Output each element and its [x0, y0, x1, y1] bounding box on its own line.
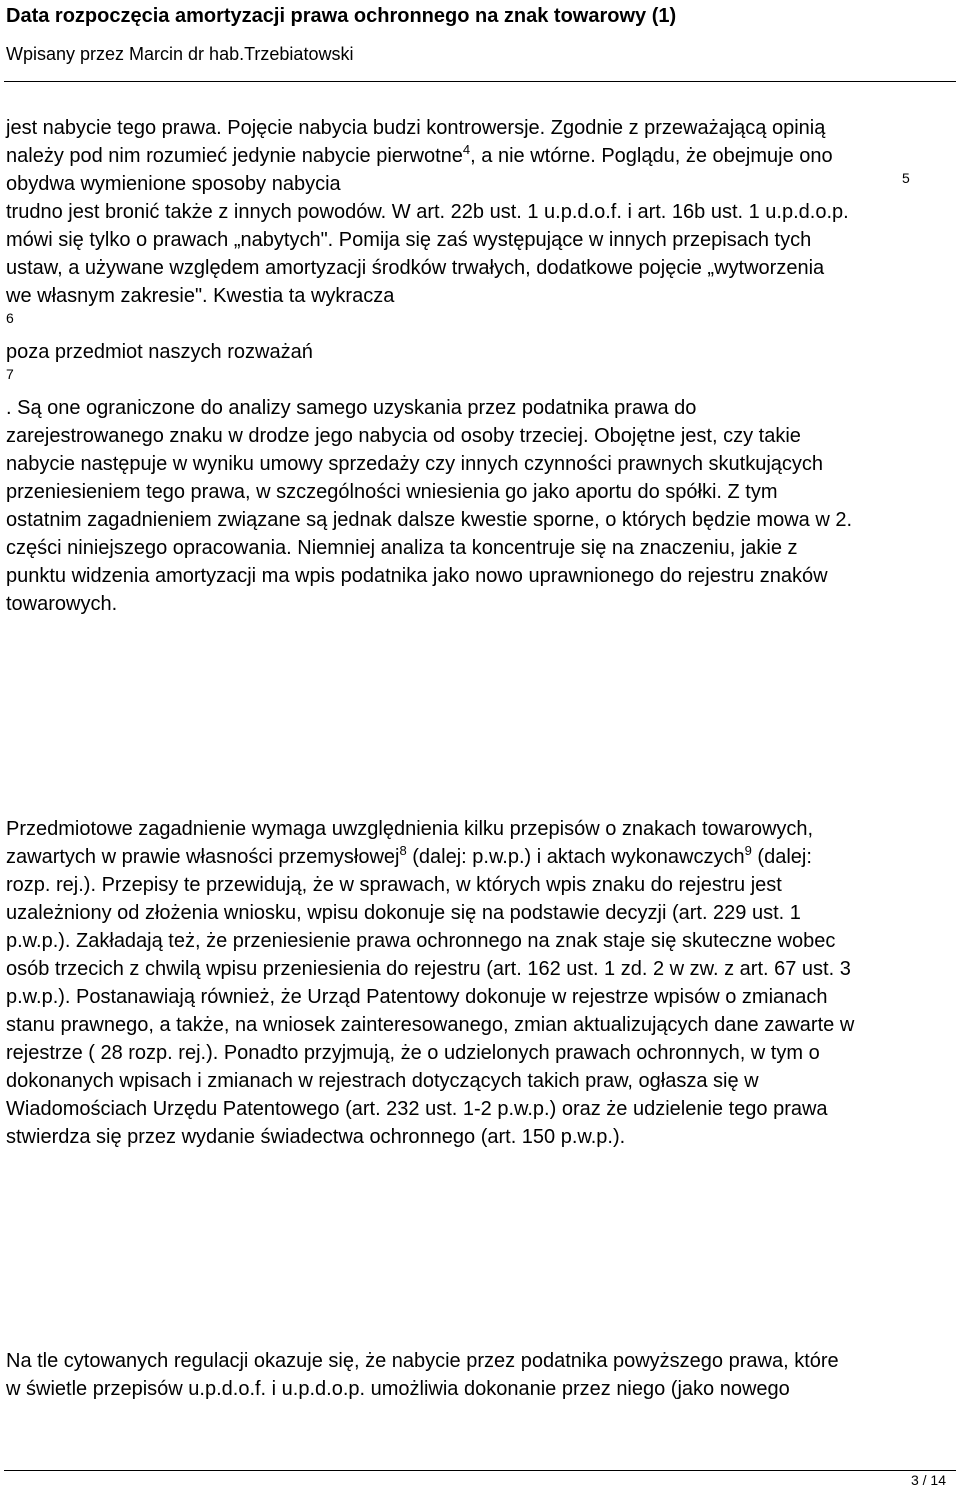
text-line: we własnym zakresie". Kwestia ta wykracza: [6, 285, 395, 307]
footnote-marker-6[interactable]: 6: [6, 310, 14, 326]
text-fragment: zawartych w prawie własności przemysłowej: [6, 846, 400, 868]
text-line: dokonanych wpisach i zmianach w rejestrach dotyczących takich praw, ogłasza się w: [6, 1070, 759, 1092]
text-line: ostatnim zagadnieniem związane są jednak dalsze kwestie sporne, o których będzie mowa w 2.: [6, 509, 852, 531]
text-line: stanu prawnego, a także, na wniosek zainteresowanego, zmian aktualizujących dane zawarte w: [6, 1014, 855, 1036]
text-line: nabycie następuje w wyniku umowy sprzedaży czy innych czynności prawnych skutkujących: [6, 453, 824, 475]
text-line: mówi się tylko o prawach „nabytych". Pomija się zaś występujące w innych przepisach tych: [6, 229, 812, 251]
text-line: Na tle cytowanych regulacji okazuje się, że nabycie przez podatnika powyższego prawa, które: [6, 1350, 839, 1372]
text-line: rejestrze ( 28 rozp. rej.). Ponadto przyjmują, że o udzielonych prawach ochronnych, w tym o: [6, 1042, 820, 1064]
text-line: zarejestrowanego znaku w drodze jego nabycia od osoby trzeciej. Obojętne jest, czy takie: [6, 425, 801, 447]
text-line: rozp. rej.). Przepisy te przewidują, że w sprawach, w których wpis znaku do rejestru jest: [6, 874, 782, 896]
document-author: Wpisany przez Marcin dr hab.Trzebiatowski: [6, 44, 354, 64]
text-line: obydwa wymienione sposoby nabycia: [6, 173, 341, 195]
header-divider: [4, 81, 956, 82]
footnote-ref-4[interactable]: 4: [462, 142, 471, 157]
text-line: przeniesieniem tego prawa, w szczególności wniesienia go jako aportu do spółki. Z tym: [6, 481, 778, 503]
text-line: . Są one ograniczone do analizy samego uzyskania przez podatnika prawa do: [6, 397, 697, 419]
text-fragment: (dalej: p.w.p.) i aktach wykonawczych: [406, 846, 745, 868]
text-line: stwierdza się przez wydanie świadectwa ochronnego (art. 150 p.w.p.).: [6, 1126, 626, 1148]
text-line: uzależniony od złożenia wniosku, wpisu dokonuje się na podstawie decyzji (art. 229 ust. 1: [6, 902, 801, 924]
text-fragment: należy pod nim rozumieć jedynie nabycie pierwotne: [6, 145, 463, 167]
text-line: części niniejszego opracowania. Niemniej analiza ta koncentruje się na znaczeniu, jakie z: [6, 537, 798, 559]
page-number: 3 / 14: [910, 1472, 946, 1488]
text-line: Wiadomościach Urzędu Patentowego (art. 232 ust. 1-2 p.w.p.) oraz że udzielenie tego prawa: [6, 1098, 828, 1120]
text-line: punktu widzenia amortyzacji ma wpis podatnika jako nowo uprawnionego do rejestru znaków: [6, 565, 828, 587]
text-line: trudno jest bronić także z innych powodów. W art. 22b ust. 1 u.p.d.o.f. i art. 16b ust. 1 u.p.d.o.p.: [6, 201, 849, 223]
text-line: osób trzecich z chwilą wpisu przeniesienia do rejestru (art. 162 ust. 1 zd. 2 w zw. z art. 67 ust. 3: [6, 958, 851, 980]
text-fragment: (dalej:: [751, 846, 812, 868]
text-line: w świetle przepisów u.p.d.o.f. i u.p.d.o.p. umożliwia dokonanie przez niego (jako nowego: [6, 1378, 790, 1400]
footnote-ref-9[interactable]: 9: [744, 843, 752, 858]
text-fragment: , a nie wtórne. Poglądu, że obejmuje ono: [470, 145, 833, 167]
text-line: jest nabycie tego prawa. Pojęcie nabycia budzi kontrowersje. Zgodnie z przeważającą opinią: [6, 117, 826, 139]
footnote-marker-7[interactable]: 7: [6, 366, 14, 382]
footer-divider: [4, 1470, 956, 1471]
text-line: ustaw, a używane względem amortyzacji środków trwałych, dodatkowe pojęcie „wytworzenia: [6, 257, 825, 279]
text-line: p.w.p.). Postanawiają również, że Urząd Patentowy dokonuje w rejestrze wpisów o zmianach: [6, 986, 828, 1008]
text-line: [6, 843, 812, 873]
document-title: Data rozpoczęcia amortyzacji prawa ochronnego na znak towarowy (1): [6, 5, 677, 27]
text-line: towarowych.: [6, 593, 118, 615]
text-line: [6, 142, 833, 172]
document-header: [0, 0, 960, 82]
text-line: Przedmiotowe zagadnienie wymaga uwzględnienia kilku przepisów o znakach towarowych,: [6, 818, 814, 840]
text-line: p.w.p.). Zakładają też, że przeniesienie prawa ochronnego na znak staje się skuteczne wobec: [6, 930, 836, 952]
footnote-marker-5[interactable]: 5: [902, 170, 910, 186]
text-line: poza przedmiot naszych rozważań: [6, 341, 313, 363]
footnote-ref-8[interactable]: 8: [399, 843, 407, 858]
